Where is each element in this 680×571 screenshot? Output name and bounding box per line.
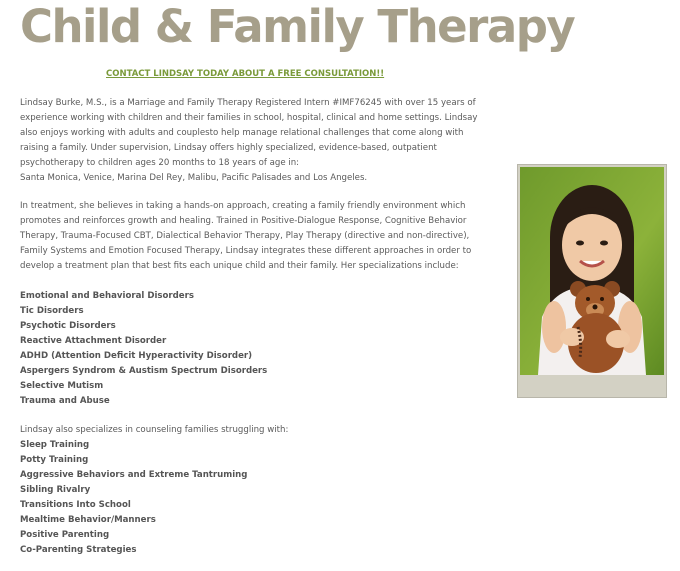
treatment-paragraph <box>20 199 505 274</box>
family-service-item: Mealtime Behavior/Manners <box>20 515 156 525</box>
treatment-line: Family Systems and Emotion Focused Therapy, Lindsay integrates these different approaches in order to <box>20 246 472 256</box>
specialization-item: Trauma and Abuse <box>20 396 110 406</box>
specialization-item: Selective Mutism <box>20 381 104 391</box>
family-services-list <box>20 423 505 558</box>
free-consultation-link[interactable]: CONTACT LINDSAY TODAY ABOUT A FREE CONSULTATION!! <box>106 69 385 79</box>
family-service-item: Sibling Rivalry <box>20 485 91 495</box>
specialization-item: Aspergers Syndrom & Austism Spectrum Disorders <box>20 366 268 376</box>
specialization-item: ADHD (Attention Deficit Hyperactivity Disorder) <box>20 351 253 361</box>
specialization-item: Tic Disorders <box>20 306 84 316</box>
treatment-line: In treatment, she believes in taking a hands-on approach, creating a family friendly environment which <box>20 201 466 211</box>
photo-frame <box>517 164 667 398</box>
intro-line: raising a family. Under supervision, Lindsay offers highly specialized, evidence-based, outpatient <box>20 143 437 153</box>
intro-line: psychotherapy to children ages 20 months to 18 years of age in: <box>20 158 300 168</box>
family-service-item: Potty Training <box>20 455 89 465</box>
child-with-teddy-bear-photo <box>520 167 664 375</box>
intro-line: experience working with children and their families in school, hospital, clinical and home settings. Lindsay <box>20 113 478 123</box>
specializations-list <box>20 289 505 409</box>
family-service-item: Transitions Into School <box>20 500 131 510</box>
treatment-line: promotes and reinforces growth and healing. Trained in Positive-Dialogue Response, Cognitive Behavior <box>20 216 467 226</box>
family-service-item: Sleep Training <box>20 440 90 450</box>
page-title: Child & Family Therapy <box>20 0 575 53</box>
intro-line: Santa Monica, Venice, Marina Del Rey, Malibu, Pacific Palisades and Los Angeles. <box>20 173 368 183</box>
treatment-line: develop a treatment plan that best fits each unique child and their family. Her specializations include: <box>20 261 459 271</box>
intro-line: Lindsay Burke, M.S., is a Marriage and Family Therapy Registered Intern #IMF76245 with over 15 years of <box>20 98 476 108</box>
family-services-intro: Lindsay also specializes in counseling families struggling with: <box>20 425 289 435</box>
treatment-line: Therapy, Trauma-Focused CBT, Dialectical Behavior Therapy, Play Therapy (directive and non-directive), <box>20 231 470 241</box>
specialization-item: Reactive Attachment Disorder <box>20 336 167 346</box>
intro-paragraph <box>20 96 505 186</box>
intro-line: also enjoys working with adults and couplesto help manage relational challenges that come along with <box>20 128 464 138</box>
family-service-item: Co-Parenting Strategies <box>20 545 137 555</box>
family-service-item: Aggressive Behaviors and Extreme Tantruming <box>20 470 248 480</box>
family-service-item: Positive Parenting <box>20 530 110 540</box>
specialization-item: Emotional and Behavioral Disorders <box>20 291 194 301</box>
specialization-item: Psychotic Disorders <box>20 321 116 331</box>
